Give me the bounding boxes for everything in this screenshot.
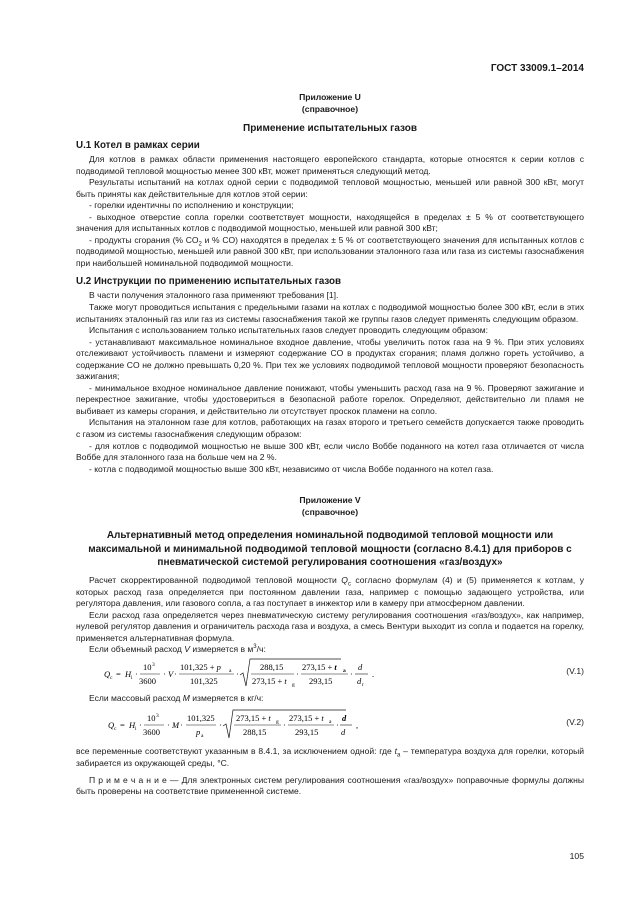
eq-number: 101,325: [190, 675, 218, 686]
annex-u-title: Применение испытательных газов: [243, 123, 417, 134]
eq-subscript: a: [201, 733, 204, 740]
text-run: согласно формулам (4) и (5) применяется к котлам, у которых расход газа определяется при постоянном давлении газа, например с помощью задающего устройства, или регулятора давления, или газового сопла, а газ поступает в инжектор или в камеру при атмосферном давлении.: [76, 575, 585, 609]
eq-punct: .: [372, 668, 375, 679]
eq-number: 10: [147, 713, 156, 724]
eq-sign: =: [116, 668, 121, 679]
eq-number: 273,15 + t: [289, 713, 324, 724]
symbol: M: [182, 692, 190, 703]
eq-symbol: M: [172, 720, 180, 731]
eq-subscript: i: [131, 674, 133, 681]
paragraph: [76, 693, 584, 705]
eq-subscript: a: [343, 667, 346, 674]
eq-dot: ·: [139, 720, 142, 731]
page-number: 105: [569, 851, 584, 861]
section-u2-title: U.2 Инструкции по применению испытательных газов: [76, 276, 342, 288]
eq-number: 273,15 + t: [236, 713, 271, 724]
eq-symbol: d: [357, 675, 362, 686]
paragraph: Результаты испытаний на котлах одной серии с подводимой тепловой мощностью, меньшей или равной 300 кВт, могут быть приняты как действительные для котлов этой серии:: [76, 177, 584, 199]
text-run: измеряется в м: [189, 644, 254, 655]
list-item: - котла с подводимой мощностью выше 300 кВт, независимо от числа Воббе поданного на котел газа.: [89, 463, 494, 474]
eq-symbol: d: [342, 713, 347, 724]
section-u1-title: U.1 Котел в рамках серии: [76, 140, 200, 151]
list-item: - выходное отверстие сопла горелки соответствует мощности, находящейся в пределах ± 5 % от соответствующего значения для испытанных котлов с подводимой мощностью, меньшей или равной 300 кВт;: [76, 211, 584, 234]
eq-subscript: a: [329, 719, 332, 726]
annex-u-type: (справочное): [301, 103, 359, 114]
eq-superscript: 3: [156, 713, 159, 720]
eq-subscript: r: [362, 681, 364, 688]
paragraph: [76, 575, 584, 610]
eq-subscript: c: [110, 674, 113, 681]
page-content: [76, 92, 584, 798]
symbol: V: [184, 644, 190, 655]
paragraph: Испытания с использованием только испытательных газов следует проводить следующим образом:: [89, 325, 489, 336]
subscript: c: [347, 581, 351, 588]
eq-number: 101,325 + p: [180, 661, 221, 672]
eq-dot: ·: [180, 720, 183, 731]
eq-dot: ·: [167, 720, 170, 731]
eq-symbol: H: [125, 668, 132, 679]
eq-symbol: p: [196, 727, 201, 738]
annex-u-label: Приложение U: [299, 92, 361, 102]
list-item: [76, 235, 584, 270]
equation-number: (V.2): [566, 717, 584, 728]
paragraph: [76, 644, 584, 656]
annex-v-title: Альтернативный метод определения номинальной подводимой тепловой мощности или максимальной и минимальной подводимой тепловой мощности (согласно 8.4.1) для приборов с пневматической системой регулирования соотношения «газ/воздух»: [88, 530, 572, 568]
note-label: П р и м е ч а н и е: [89, 774, 167, 785]
eq-subscript: c: [114, 726, 117, 733]
symbol: t: [394, 746, 397, 757]
eq-symbol: d: [358, 661, 363, 672]
subscript: a: [397, 753, 401, 760]
eq-symbol: H: [129, 720, 136, 731]
eq-number: 273,15 + t: [252, 675, 287, 686]
paragraph: [76, 746, 584, 769]
equation-v1-formula: [76, 657, 584, 691]
list-item: - устанавливают максимальное номинальное входное давление, чтобы увеличить поток газа на 9 %. При этих условиях отслеживают устойчивость пламени и измеряют содержание CO в продуктах сгорания; пламя должно гореть устойчиво, а содержание CO не должно превышать 0,20 %. При тех же условиях подводимой тепловой мощности проверяют безопасность зажигания;: [76, 336, 584, 382]
equation-v1: [76, 657, 584, 691]
text-run: все переменные соответствуют указанным в 8.4.1, за исключением одной: где: [76, 746, 395, 757]
eq-dot: ·: [174, 668, 177, 679]
list-item: - минимальное входное номинальное давление понижают, чтобы уменьшить расход газа на 9 %. Проверяют зажигание и перекрестное зажигание, чтобы удостовериться в безопасной работе горелок. Определяют, действительно ли пламя не выбивает из камеры сгорания, и действительно ли отсутствует проскок пламени на сопло.: [76, 382, 584, 416]
eq-superscript: 3: [152, 661, 155, 668]
eq-subscript: g: [292, 681, 295, 688]
equation-number: (V.1): [566, 665, 584, 676]
paragraph: Также могут проводиться испытания с предельными газами на котлах с подводимой мощностью более 300 кВт, если в этих испытаниях эталонный газ или газ из системы газоснабжения такой же группы газов следует применять следующим образом.: [76, 302, 584, 324]
text-run: Если объемный расход: [89, 644, 185, 655]
eq-dot: ·: [163, 668, 166, 679]
eq-number: 293,15: [295, 727, 319, 738]
eq-dot: ·: [350, 668, 353, 679]
equation-v2: [76, 707, 584, 743]
eq-dot: ·: [336, 720, 339, 731]
paragraph: Если расход газа определяется через пневматическую систему регулирования соотношения «газ/воздух», как например, нулевой регулятор давления и ограничитель расхода газа и воздуха, а смесь Вентури выходит из сопла и подается на горелку, применяется альтернативная формула.: [76, 609, 584, 643]
eq-dot: ·: [135, 668, 138, 679]
eq-symbol: V: [168, 668, 174, 679]
eq-dot: ·: [219, 720, 222, 731]
symbol: Q: [341, 575, 348, 586]
eq-symbol: d: [341, 727, 346, 738]
list-item: - для котлов с подводимой мощностью не выше 300 кВт, если число Воббе поданного на котел газа отличается от числа Воббе для эталонного газа на больше чем на 2 %.: [76, 440, 584, 463]
standard-header: ГОСТ 33009.1–2014: [490, 63, 584, 74]
subscript: 2: [198, 241, 202, 248]
annex-v-type: (справочное): [301, 506, 359, 517]
eq-sign: =: [120, 720, 125, 731]
paragraph: В части получения эталонного газа применяют требования [1].: [89, 290, 339, 301]
eq-number: 10: [143, 661, 152, 672]
text-run: и % CO) находятся в пределах ± 5 % от соответствующего значения для испытанных котлов с подводимой мощностью, меньшей или равной 300 кВт, при использовании эталонного газа или газа из системы газоснабжения при наибольшей номинальной подводимой мощности.: [76, 234, 585, 268]
eq-subscript: i: [135, 726, 137, 733]
eq-number: 293,15: [309, 675, 333, 686]
eq-number: 3600: [139, 675, 156, 686]
eq-punct: ,: [356, 720, 359, 731]
text-run: Расчет скорректированной подводимой тепловой мощности: [89, 575, 342, 586]
eq-number: 273,15 + t: [302, 661, 337, 672]
eq-number: 288,15: [243, 727, 267, 738]
eq-dot: ·: [236, 668, 239, 679]
eq-subscript: g: [276, 719, 279, 726]
text-run: Если массовый расход: [89, 692, 183, 703]
superscript: 3: [253, 644, 257, 651]
text-run: измеряется в кг/ч:: [189, 692, 264, 703]
eq-symbol: Q: [108, 720, 115, 731]
note: [76, 775, 584, 798]
eq-number: 288,15: [260, 661, 284, 672]
eq-number: 3600: [143, 727, 160, 738]
paragraph: Для котлов в рамках области применения настоящего европейского стандарта, которые относятся к серии котлов с подводимой тепловой мощностью менее 300 кВт, может применяться следующий метод.: [76, 154, 584, 176]
text-run: - продукты сгорания (% CO: [89, 234, 199, 245]
note-text: — Для электронных систем регулирования соотношения «газ/воздух» поправочные формулы должны быть проверены на соответствие примененной системе.: [76, 774, 584, 797]
text-run: – температура воздуха для горелки, который забирается из окружающей среды, °C.: [76, 746, 584, 769]
eq-dot: ·: [296, 668, 299, 679]
text-run: /ч:: [256, 644, 266, 655]
paragraph: Испытания на эталонном газе для котлов, работающих на газах второго и третьего семейств допускается также проводить с газом из системы газоснабжения следующим образом:: [76, 417, 584, 440]
annex-v-label: Приложение V: [299, 495, 361, 506]
list-item: - горелки идентичны по исполнению и конструкции;: [89, 200, 294, 211]
eq-symbol: Q: [104, 668, 111, 679]
eq-subscript: a: [229, 667, 232, 674]
eq-dot: ·: [283, 720, 286, 731]
eq-number: 101,325: [187, 713, 215, 724]
equation-v2-formula: [76, 707, 584, 743]
